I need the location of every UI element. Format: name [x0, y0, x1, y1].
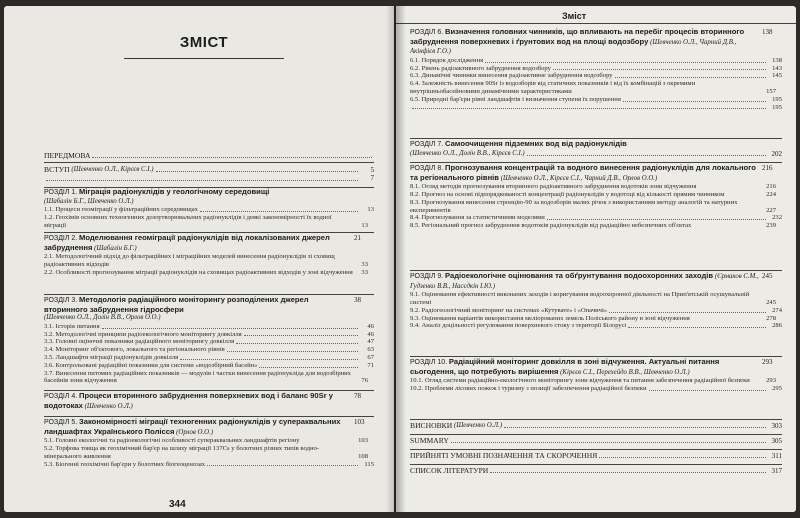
toc-section-1: РОЗДІЛ 1. Міграція радіонуклідів у геологічному середовищі (Шабалін Б.Г., Шевченко О.Л.) 1.1. Процеси геоміграції у фільтраційних середовищах 13 1.2. Геохімія основних техногенних дозоутворювальних радіонуклідів і деякі закономірності їх водної міграції 13	[44, 187, 374, 229]
running-header: Зміст	[562, 11, 587, 21]
toc-section-3: РОЗДІЛ 3. Методологія радіаційного моніторингу розподілених джерел вторинного забруднення гідросфери 38 (Шевченко О.Л., Долін В.В., Орлов О.О.) 3.1. Історія питання 46 3.2. Методологічні принципи радіоекологічного моніторингу довкілля 46 3.3. Головні оціночні показники радіаційного моніторингу довкілля 47 3.4. Моніторинг об'єктового, локального та регіонального рівнів 63 3.5. Ландшафти міграції радіонуклідів довкілля 67 3.6. Контрольовані радіаційні показники для системи «водозбірний басейн» 71 3.7. Винесення питомих радіаційних показників — модулів і частки винесення радіонукліда для водозбірних басейнів зони відчуження 76	[44, 295, 374, 385]
left-page	[4, 6, 394, 512]
title-underline	[124, 58, 284, 59]
toc-entry-summary: SUMMARY 305	[410, 437, 782, 445]
toc-entry-preface: ПЕРЕДМОВА	[44, 152, 374, 160]
toc-section-2: РОЗДІЛ 2. Моделювання геоміграції радіонуклідів від локалізованих джерел забруднення (Шабалін Б.Г.) 21 2.1. Методологічний підхід до фільтраційних і міграційних моделей винесення радіонуклідів зі сховищ радіоактивних відходів 33 2.2. Особливості прогнозування міграції радіонуклідів на сховищах радіоактивних відходів у зоні відчуження 33	[44, 233, 368, 276]
toc-entry-conclusions: ВИСНОВКИ (Шевченко О.Л.) 303	[410, 422, 782, 430]
toc-section-5: РОЗДІЛ 5. Закономірності міграції техногенних радіонуклідів у супераквальних ландшафтах Українського Полісся (Орлов О.О.) 103 5.1. Головні екологічні та радіоекологічні особливості супераквальних ландшафтів регіону 103 5.2. Торфова товща як геохімічний бар'єр на шляху міграції 137Cs у болотних різних типів водно-мінерального живлення 108 5.3. Біогенні геохімічні бар'єри у болотних біогеоценозах 115	[44, 417, 374, 468]
header-rule	[396, 23, 796, 24]
right-page	[396, 6, 796, 512]
page-number: 344	[169, 499, 186, 510]
toc-section-4: РОЗДІЛ 4. Процеси вторинного забруднення поверхневих вод і баланс 90Sr у водотоках (Шевченко О.Л.) 78	[44, 391, 361, 410]
toc-entry-references: СПИСОК ЛІТЕРАТУРИ 317	[410, 467, 782, 475]
toc-entry-abbreviations: ПРИЙНЯТІ УМОВНІ ПОЗНАЧЕННЯ ТА СКОРОЧЕННЯ 311	[410, 452, 782, 460]
toc-section-8: РОЗДІЛ 8. Прогнозування концентрацій та водного винесення радіонуклідів для локального та регіонального рівнів (Шевченко О.Л., Кірєєв С.І., Чарний Д.В., Орлов О.О.) 216 8.1. Огляд методів прогнозування вторинного радіоактивного забруднення водотоків зони відчуження 216 8.2. Прогноз на основі підпорядкованості концентрації радіонуклідів у водотоці від кількості прямим чинником 224 8.3. Прогнозування винесення стронцію-90 за водозборів малих річок з використанням методу аналогій та натурних експериментів 227 8.4. Прогнозування за статистичними моделями 232 8.5. Регіональний прогноз забруднення водотоків радіонуклідів від радіаційно небезпечних об'єктах 239	[410, 163, 782, 230]
page-title: ЗМІСТ	[179, 34, 229, 51]
toc-section-7: РОЗДІЛ 7. Самоочищення підземних вод від радіонуклідів (Шевченко О.Л., Долін В.В., Кірєєв С.І.) 202	[410, 139, 782, 158]
toc-entry-intro: ВСТУП (Шевченко О.Л., Кірєєв С.І.) 5 7	[44, 166, 374, 183]
toc-section-6: РОЗДІЛ 6. Визначення головних чинників, що впливають на перебіг процесів вторинного забруднення поверхневих і ґрунтових вод на площі водозбору (Шевченко О.Л., Чарний Д.В., Акінфієв Г.О.) 138 6.1. Порядок дослідження 138 6.2. Рівень радіоактивного забруднення водозбору 143 6.3. Динамічні чинники винесення радіоактивне забруднення водозбору 145 6.4. Залежність винесення 90Sr із водозборів від статичних показників і від їх комбінацій з окремими внутрішньобасейновими динамічними характеристиками 157 6.5. Природні бар'єри рівні ландшафтів і визначення ступеня їх порушення 195 195	[410, 27, 782, 111]
toc-section-10: РОЗДІЛ 10. Радіаційний моніторинг довкілля в зоні відчуження. Актуальні питання сьогодення, що потребують вирішення (Кірєєв С.І., Перехейдо В.В., Шевченко О.Л.) 293 10.1. Огляд системи радіаційно-екологічного моніторингу зони відчуження та питання забезпечення радіаційної безпеки 293 10.2. Проблеми лісових пожеж і туризму з позиції забезпечення радіаційної безпеки 295	[410, 357, 782, 392]
toc-section-9: РОЗДІЛ 9. Радіоекологічне оцінювання та обґрунтування водоохоронних заходів (Єрмаков С.М., Гудзенко В.В., Насєдкін І.Ю.) 245 9.1. Оцінювання ефективності виконаних заходів і коригування водоохоронної діяльності на Прип'ятській осушувальній системі 245 9.2. Радіогеологічний моніторинг на системах «Кутувате» і «Опачичі» 274 9.3. Оцінювання варіантів використання меліорованих земель Поліського району в зоні відчуження 278 9.4. Аналіз доцільності регулювання поверхневого стоку з території Білорусі 286	[410, 271, 782, 330]
